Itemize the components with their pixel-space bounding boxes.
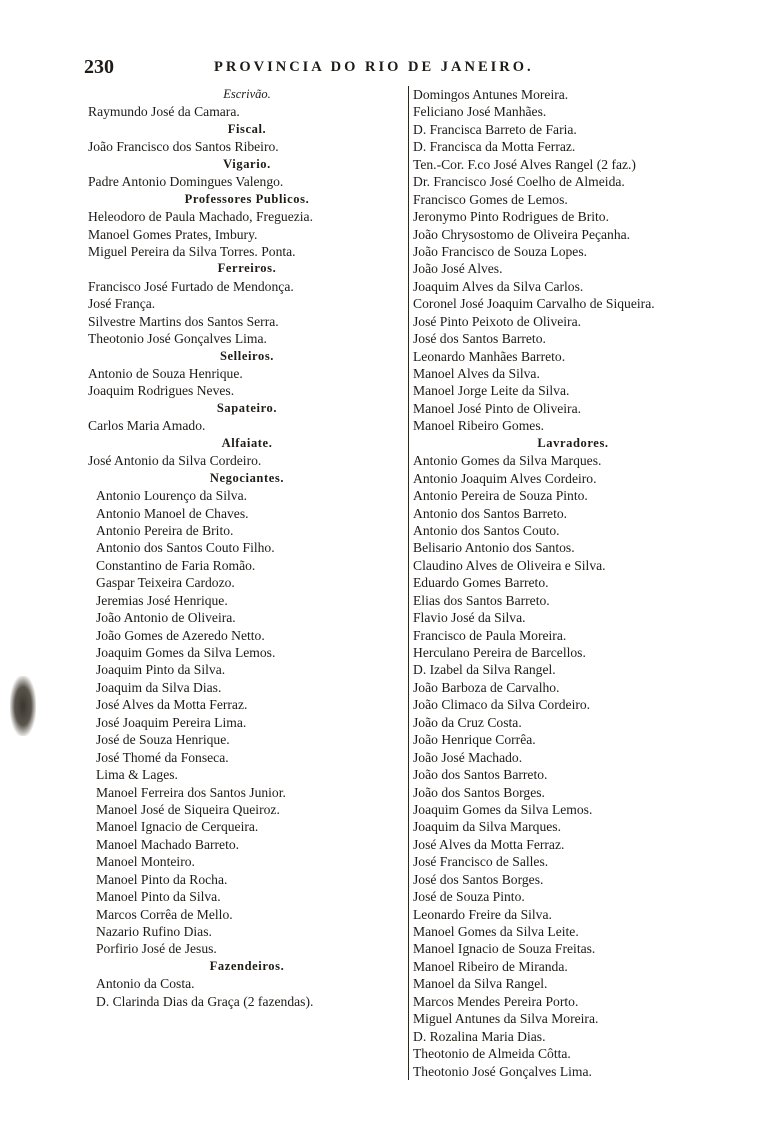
- list-item: Antonio Pereira de Brito.: [96, 522, 234, 538]
- list-item: Manoel Ribeiro de Miranda.: [413, 958, 568, 974]
- list-item: Manoel da Silva Rangel.: [413, 976, 548, 992]
- list-item: Belisario Antonio dos Santos.: [413, 540, 575, 556]
- list-item: Manoel Monteiro.: [96, 854, 195, 870]
- list-item: Francisco José Furtado de Mendonça.: [88, 278, 294, 294]
- list-item: José de Souza Henrique.: [96, 732, 230, 748]
- list-item: D. Izabel da Silva Rangel.: [413, 662, 556, 678]
- section-heading-fazendeiros: Fazendeiros.: [209, 958, 285, 973]
- list-item: Manoel José de Siqueira Queiroz.: [96, 801, 280, 817]
- left-column: [88, 86, 406, 1010]
- list-item: João Francisco de Souza Lopes.: [413, 243, 588, 259]
- list-item: Manoel José Pinto de Oliveira.: [413, 400, 582, 416]
- list-item: Nazario Rufino Dias.: [96, 924, 212, 939]
- list-item: Silvestre Martins dos Santos Serra.: [88, 313, 279, 329]
- section-heading-professores: Professores Publicos.: [184, 191, 310, 206]
- section-heading-alfaiate: Alfaiate.: [221, 435, 273, 450]
- list-item: Antonio Pereira de Souza Pinto.: [413, 488, 588, 504]
- list-item: Lima & Lages.: [96, 767, 178, 783]
- list-item: João da Cruz Costa.: [413, 714, 522, 730]
- list-item: Feliciano José Manhães.: [413, 104, 547, 120]
- section-heading-lavradores: Lavradores.: [537, 435, 609, 450]
- list-item: Marcos Mendes Pereira Porto.: [413, 993, 579, 1009]
- list-item: D. Francisca da Motta Ferraz.: [413, 139, 576, 155]
- list-item: João Barboza de Carvalho.: [413, 679, 560, 695]
- list-item: Manoel Pinto da Rocha.: [96, 871, 228, 887]
- list-item: Antonio Joaquim Alves Cordeiro.: [413, 470, 597, 486]
- list-item: José Joaquim Pereira Lima.: [96, 714, 247, 730]
- list-item: Claudino Alves de Oliveira e Silva.: [413, 557, 606, 573]
- list-item: Carlos Maria Amado.: [88, 418, 206, 434]
- list-item: José Alves da Motta Ferraz.: [96, 697, 248, 713]
- list-item: D. Francisca Barreto de Faria.: [413, 121, 577, 137]
- section-heading-vigario: Vigario.: [223, 156, 271, 171]
- list-item: João José Machado.: [413, 749, 523, 765]
- list-item: Antonio Gomes da Silva Marques.: [413, 453, 602, 469]
- list-item: Antonio dos Santos Couto Filho.: [96, 540, 275, 556]
- list-item: Theotonio José Gonçalves Lima.: [88, 331, 267, 347]
- list-item: Antonio dos Santos Barreto.: [413, 505, 568, 521]
- list-item: Manoel Ignacio de Cerqueira.: [96, 819, 259, 835]
- list-item: Joaquim Rodrigues Neves.: [88, 383, 235, 399]
- list-item: Manoel Gomes Prates, Imbury.: [88, 226, 258, 242]
- list-item: Domingos Antunes Moreira.: [413, 87, 569, 102]
- list-item: João Francisco dos Santos Ribeiro.: [88, 139, 279, 155]
- section-heading-negociantes: Negociantes.: [209, 470, 285, 485]
- list-item: Leonardo Manhães Barreto.: [413, 348, 566, 364]
- list-item: Antonio dos Santos Couto.: [413, 522, 560, 538]
- list-item: Manoel Gomes da Silva Leite.: [413, 924, 579, 939]
- list-item: Antonio Manoel de Chaves.: [96, 505, 249, 521]
- section-heading-escrivao: Escrivão.: [223, 87, 271, 101]
- list-item: Ten.-Cor. F.co José Alves Rangel (2 faz.): [413, 156, 636, 172]
- list-item: Constantino de Faria Romão.: [96, 557, 256, 573]
- page-header: [84, 56, 644, 78]
- running-title: PROVINCIA DO RIO DE JANEIRO.: [214, 59, 534, 75]
- list-item: João dos Santos Borges.: [413, 784, 545, 800]
- list-item: Manoel Pinto da Silva.: [96, 889, 221, 905]
- list-item: Porfirio José de Jesus.: [96, 941, 217, 957]
- list-item: José dos Santos Borges.: [413, 871, 544, 887]
- list-item: Joaquim da Silva Dias.: [96, 679, 222, 695]
- list-item: Manoel Machado Barreto.: [96, 836, 240, 852]
- list-item: Joaquim Gomes da Silva Lemos.: [96, 645, 276, 660]
- list-item: Coronel José Joaquim Carvalho de Siqueira.: [413, 296, 655, 312]
- list-item: Gaspar Teixeira Cardozo.: [96, 575, 235, 591]
- list-item: Eduardo Gomes Barreto.: [413, 575, 549, 591]
- binding-mark: [10, 676, 36, 736]
- section-heading-ferreiros: Ferreiros.: [217, 261, 277, 276]
- list-item: Manoel Ribeiro Gomes.: [413, 418, 545, 434]
- list-item: Manoel Ferreira dos Santos Junior.: [96, 784, 286, 800]
- list-item: José Antonio da Silva Cordeiro.: [88, 453, 262, 469]
- page-number: 230: [84, 56, 114, 78]
- list-item: Jeremias José Henrique.: [96, 592, 228, 608]
- list-item: Herculano Pereira de Barcellos.: [413, 645, 586, 660]
- list-item: Joaquim da Silva Marques.: [413, 819, 561, 835]
- list-item: D. Rozalina Maria Dias.: [413, 1028, 546, 1044]
- list-item: Francisco Gomes de Lemos.: [413, 191, 568, 207]
- list-item: José França.: [88, 296, 156, 312]
- list-item: Elias dos Santos Barreto.: [413, 592, 550, 608]
- section-heading-sapateiro: Sapateiro.: [216, 400, 278, 415]
- section-heading-fiscal: Fiscal.: [227, 121, 267, 136]
- list-item: D. Clarinda Dias da Graça (2 fazendas).: [96, 993, 314, 1009]
- list-item: Theotonio José Gonçalves Lima.: [413, 1063, 592, 1079]
- list-item: João Climaco da Silva Cordeiro.: [413, 697, 591, 713]
- list-item: Jeronymo Pinto Rodrigues de Brito.: [413, 209, 609, 225]
- right-column: [408, 86, 733, 1080]
- list-item: José Pinto Peixoto de Oliveira.: [413, 313, 582, 329]
- list-item: Padre Antonio Domingues Valengo.: [88, 174, 284, 190]
- list-item: Joaquim Gomes da Silva Lemos.: [413, 801, 593, 817]
- list-item: João Antonio de Oliveira.: [96, 610, 236, 626]
- list-item: Dr. Francisco José Coelho de Almeida.: [413, 174, 625, 190]
- list-item: Flavio José da Silva.: [413, 610, 526, 626]
- list-item: Manoel Alves da Silva.: [413, 366, 540, 381]
- list-item: Francisco de Paula Moreira.: [413, 627, 567, 643]
- list-item: Manoel Jorge Leite da Silva.: [413, 383, 570, 399]
- list-item: Joaquim Pinto da Silva.: [96, 662, 226, 678]
- list-item: Antonio de Souza Henrique.: [88, 366, 243, 381]
- list-item: Antonio da Costa.: [96, 976, 195, 992]
- list-item: João José Alves.: [413, 261, 503, 277]
- list-item: Miguel Pereira da Silva Torres. Ponta.: [88, 243, 296, 259]
- list-item: Leonardo Freire da Silva.: [413, 906, 552, 922]
- list-item: José Alves da Motta Ferraz.: [413, 836, 565, 852]
- list-item: José dos Santos Barreto.: [413, 331, 546, 347]
- list-item: Antonio Lourenço da Silva.: [96, 488, 248, 504]
- list-item: Raymundo José da Camara.: [88, 104, 240, 120]
- list-item: Manoel Ignacio de Souza Freitas.: [413, 941, 596, 957]
- section-heading-selleiros: Selleiros.: [219, 348, 275, 363]
- list-item: Theotonio de Almeida Côtta.: [413, 1046, 571, 1062]
- list-item: José de Souza Pinto.: [413, 889, 525, 905]
- list-item: João Gomes de Azeredo Netto.: [96, 627, 265, 643]
- list-item: Miguel Antunes da Silva Moreira.: [413, 1011, 599, 1027]
- list-item: José Francisco de Salles.: [413, 854, 549, 870]
- list-item: José Thomé da Fonseca.: [96, 749, 229, 765]
- list-item: Joaquim Alves da Silva Carlos.: [413, 278, 584, 294]
- list-item: Marcos Corrêa de Mello.: [96, 906, 233, 922]
- list-item: João Henrique Corrêa.: [413, 732, 536, 748]
- list-item: João dos Santos Barreto.: [413, 767, 548, 783]
- list-item: João Chrysostomo de Oliveira Peçanha.: [413, 226, 631, 242]
- list-item: Heleodoro de Paula Machado, Freguezia.: [88, 209, 313, 225]
